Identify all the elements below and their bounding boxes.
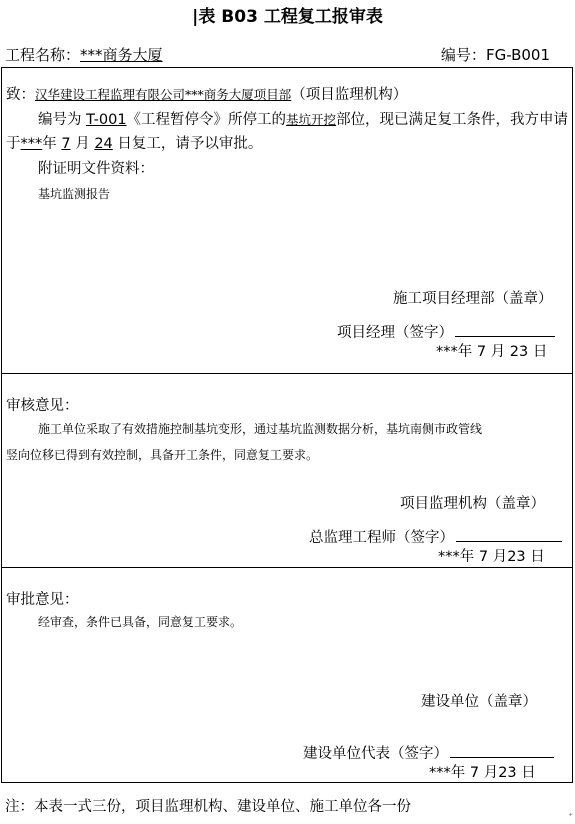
request-line-2	[6, 132, 262, 153]
divider-2	[2, 567, 572, 568]
page-title: |表 B03 工程复工报审表	[192, 7, 383, 27]
resume-day: 24	[94, 136, 113, 152]
request-text-d: 于	[6, 136, 21, 152]
owner-rep-sign-row	[303, 742, 554, 763]
attachment-item: 基坑监测报告	[38, 187, 111, 201]
section3-date: ***年 7 月23 日	[429, 765, 536, 781]
request-text-b: 《工程暂停令》所停工的	[126, 112, 287, 128]
code-row	[441, 44, 550, 65]
pm-sign-row	[337, 321, 555, 342]
code-label: 编号：	[440, 46, 486, 64]
divider-1	[2, 373, 572, 374]
code-value: FG-B001	[485, 46, 550, 64]
request-text-a: 编号为	[38, 112, 87, 128]
addressee-org: 汉华建设工程监理有限公司***商务大厦项目部	[35, 87, 292, 102]
chief-engineer-sign-label: 总监理工程师（签字）	[309, 530, 454, 546]
addressee-row	[6, 83, 407, 104]
attachment-label: 附证明文件资料：	[38, 161, 154, 177]
year-unit: 年	[42, 136, 62, 152]
chief-engineer-signature-line	[456, 527, 562, 542]
project-name-label: 工程名称：	[5, 46, 81, 64]
request-text-e: 日复工，请予以审批。	[112, 136, 263, 152]
resume-year: ***	[20, 136, 43, 152]
addressee-label: 致：	[6, 87, 35, 103]
chief-engineer-sign-row	[309, 526, 562, 547]
contractor-stamp: 施工项目经理部（盖章）	[393, 291, 553, 307]
supervisor-stamp: 项目监理机构（盖章）	[400, 496, 545, 512]
resume-month: 7	[61, 136, 71, 152]
review-opinion-line-1: 施工单位采取了有效措施控制基坑变形，通过基坑监测数据分析，基坑南侧市政管线	[38, 422, 483, 436]
month-unit: 月	[70, 136, 95, 152]
section1-date: ***年 7 月 23 日	[436, 344, 548, 360]
section2-date: ***年 7 月23 日	[438, 549, 545, 565]
owner-stamp: 建设单位（盖章）	[421, 694, 537, 710]
owner-rep-sign-label: 建设单位代表（签字）	[303, 746, 448, 762]
footer-note: 注：本表一式三份，项目监理机构、建设单位、施工单位各一份	[5, 799, 411, 815]
review-opinion-line-2: 竖向位移已得到有效控制，具备开工条件，同意复工要求。	[6, 448, 319, 462]
approval-label: 审批意见：	[6, 592, 79, 608]
approval-opinion: 经审查，条件已具备，同意复工要求。	[38, 615, 243, 629]
owner-rep-signature-line	[450, 743, 554, 758]
project-name-row	[5, 44, 180, 65]
order-number: T-001	[86, 112, 127, 128]
stopped-location: 基坑开挖	[286, 112, 337, 127]
project-name-value: ***商务大厦	[80, 46, 163, 64]
pm-signature-line	[455, 322, 555, 337]
request-line-1	[38, 108, 568, 129]
corner-mark: ⁺	[568, 812, 573, 822]
addressee-suffix: （项目监理机构）	[291, 87, 408, 103]
request-text-c: 部位，现已满足复工条件，我方申请	[336, 112, 569, 128]
review-label: 审核意见：	[6, 398, 79, 414]
pm-sign-label: 项目经理（签字）	[337, 325, 453, 341]
